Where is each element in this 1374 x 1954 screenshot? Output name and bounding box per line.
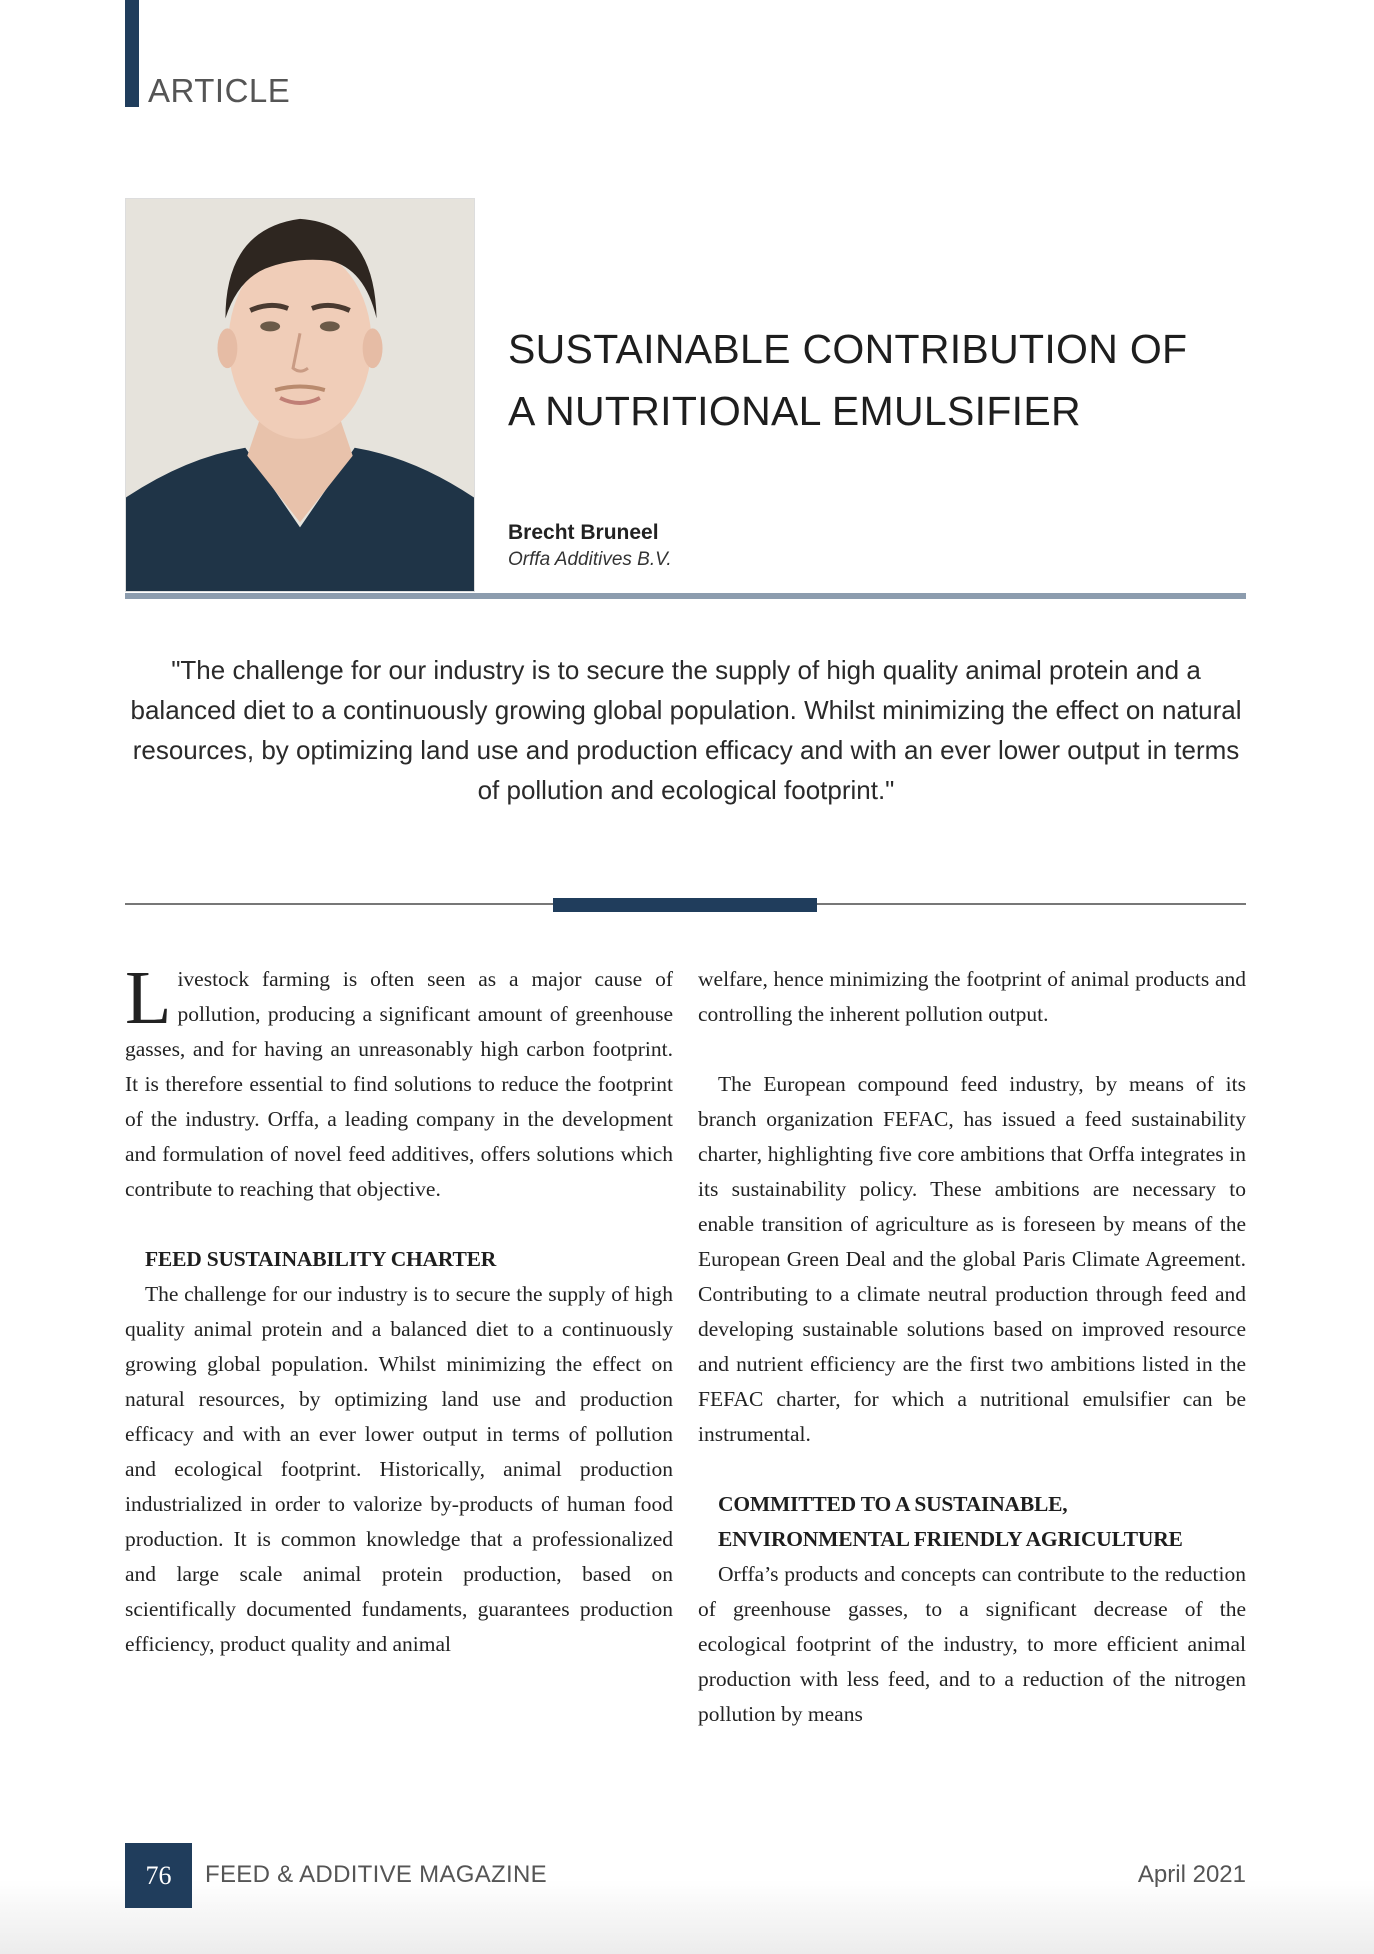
title-line-1: SUSTAINABLE CONTRIBUTION OF <box>508 326 1188 372</box>
body-column-left <box>125 956 673 1662</box>
body-paragraph: The challenge for our industry is to secure the supply of high quality animal protein and a balanced diet to a continuously growing global population. Whilst minimizing the effect on natural resources, by optimizing land use and production efficacy and with an ever lower output in terms of pollution and ecological footprint. Historically, animal production industrialized in order to valorize by-products of human food production. It is common knowledge that a professionalized and large scale animal protein production, based on scientifically documented fundaments, guarantees production efficiency, product quality and animal <box>125 1282 673 1656</box>
title-line-2: A NUTRITIONAL EMULSIFIER <box>508 388 1081 434</box>
author-name: Brecht Bruneel <box>508 521 659 544</box>
section-accent-bar <box>125 0 139 107</box>
heading-line-1: COMMITTED TO A SUSTAINABLE, <box>718 1492 1068 1516</box>
page-number: 76 <box>125 1843 192 1908</box>
magazine-name: FEED & ADDITIVE MAGAZINE <box>205 1861 547 1888</box>
section-label: ARTICLE <box>148 72 291 109</box>
body-column-right <box>698 962 1246 1732</box>
section-heading: FEED SUSTAINABILITY CHARTER <box>145 1247 497 1271</box>
issue-date: April 2021 <box>1137 1861 1246 1888</box>
portrait-image-icon <box>126 199 474 591</box>
paragraph-spacer <box>698 1032 1246 1067</box>
intro-paragraph: Livestock farming is often seen as a major cause of pollution, producing a significant amount of greenhouse gasses, and for having an unreasonably high carbon footprint. It is therefore essential to find solutions to reduce the footprint of the industry. Orffa, a leading company in the development and formulation of novel feed additives, offers solutions which contribute to reaching that objective. <box>125 956 673 1201</box>
article-title <box>508 318 1248 442</box>
section-divider-accent <box>553 898 817 912</box>
paragraph-spacer <box>125 1207 673 1242</box>
header-rule <box>125 593 1246 599</box>
body-paragraph: welfare, hence minimizing the footprint of animal products and controlling the inherent pollution output. <box>698 967 1246 1026</box>
author-affiliation: Orffa Additives B.V. <box>508 549 672 570</box>
body-paragraph: The European compound feed industry, by means of its branch organization FEFAC, has issued a feed sustainability charter, highlighting five core ambitions that Orffa integrates in its sustainability policy. These ambitions are necessary to enable transition of agriculture as is foreseen by means of the European Green Deal and the global Paris Climate Agreement. Contributing to a climate neutral production through feed and developing sustainable solutions based on improved resource and nutrient efficiency are the first two ambitions listed in the FEFAC charter, for which a nutritional emulsifier can be instrumental. <box>698 1072 1246 1446</box>
pull-quote: "The challenge for our industry is to secure the supply of high quality animal protein and a balanced diet to a continuously growing global population. Whilst minimizing the effect on natural resources, by optimizing land use and production efficacy and with an ever lower output in terms of pollution and ecological footprint." <box>130 655 1242 805</box>
body-paragraph: Orffa’s products and concepts can contribute to the reduction of greenhouse gasses, to a significant decrease of the ecological footprint of the industry, to more efficient animal production with less feed, and to a reduction of the nitrogen pollution by means <box>698 1562 1246 1726</box>
section-heading <box>698 1487 1246 1557</box>
paragraph-spacer <box>698 1452 1246 1487</box>
author-photo <box>125 198 475 592</box>
heading-line-2: ENVIRONMENTAL FRIENDLY AGRICULTURE <box>718 1527 1183 1551</box>
